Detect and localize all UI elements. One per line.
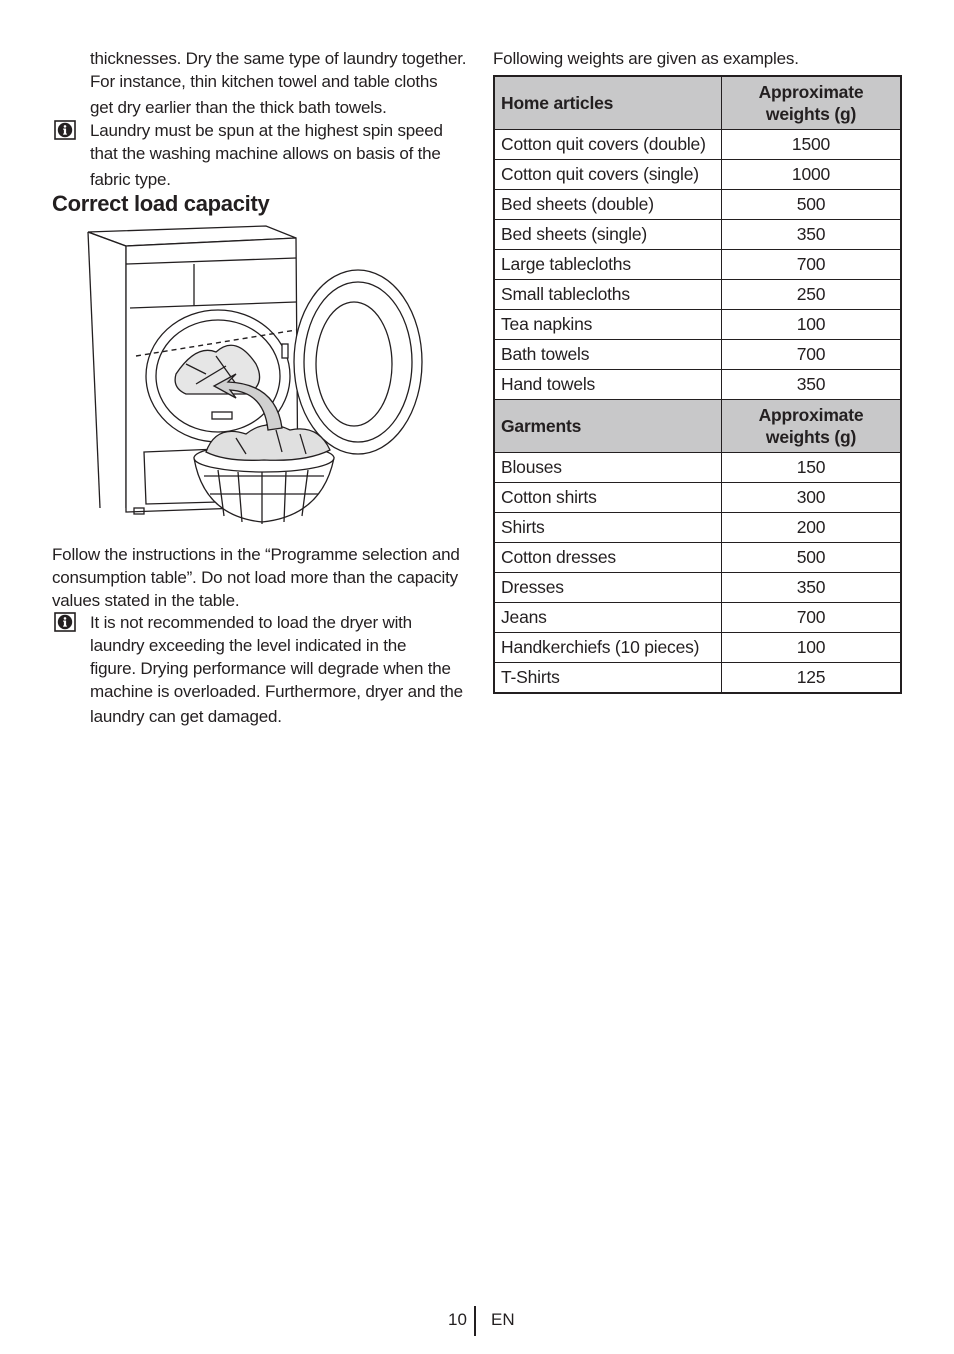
table-row [494,603,901,633]
weight-cell: 700 [722,250,902,280]
table-row [494,280,901,310]
table-row [494,633,901,663]
item-cell: Cotton quit covers (single) [494,160,722,190]
table-row [494,663,901,694]
table-row [494,310,901,340]
weight-cell: 350 [722,370,902,400]
table-row [494,340,901,370]
language-code: EN [491,1310,515,1329]
item-cell: Hand towels [494,370,722,400]
weight-cell: 250 [722,280,902,310]
header-home-articles: Home articles [494,76,722,130]
table-intro: Following weights are given as examples. [493,49,799,68]
item-cell: Cotton shirts [494,483,722,513]
table-row [494,573,901,603]
weight-cell: 700 [722,340,902,370]
dryer-loading-illustration [86,224,430,530]
header-weights [722,400,902,453]
info-icon [54,612,76,632]
footer-divider [474,1306,476,1336]
header-weights [722,76,902,130]
note-line: that the washing machine allows on basis of the [90,144,441,163]
note-line: Laundry must be spun at the highest spin speed [90,121,443,140]
item-cell: Shirts [494,513,722,543]
note-line: laundry can get damaged. [90,707,282,726]
table-row [494,483,901,513]
weight-cell: 500 [722,543,902,573]
weight-cell: 700 [722,603,902,633]
note-line: machine is overloaded. Furthermore, dryer and the [90,682,463,701]
header-weights-line: Approximate [758,82,864,102]
item-cell: Blouses [494,453,722,483]
page-number: 10 [448,1310,467,1329]
weight-cell: 200 [722,513,902,543]
table-row [494,453,901,483]
note-line: fabric type. [90,170,171,189]
home-articles-body [494,130,901,400]
weight-cell: 500 [722,190,902,220]
table-row [494,370,901,400]
table-row [494,220,901,250]
item-cell: Jeans [494,603,722,633]
garments-body [494,453,901,694]
header-garments: Garments [494,400,722,453]
item-cell: Cotton quit covers (double) [494,130,722,160]
header-weights-line: weights (g) [765,427,857,447]
weight-cell: 100 [722,633,902,663]
table-row [494,130,901,160]
para-line: get dry earlier than the thick bath towels. [90,98,387,117]
item-cell: Small tablecloths [494,280,722,310]
note-line: It is not recommended to load the dryer with [90,613,412,632]
para-line: thicknesses. Dry the same type of laundry together. [90,49,467,68]
para-line: values stated in the table. [52,591,240,610]
weight-cell: 350 [722,573,902,603]
section-heading: Correct load capacity [52,191,270,216]
item-cell: T-Shirts [494,663,722,694]
item-cell: Dresses [494,573,722,603]
item-cell: Tea napkins [494,310,722,340]
item-cell: Cotton dresses [494,543,722,573]
weight-cell: 1000 [722,160,902,190]
item-cell: Handkerchiefs (10 pieces) [494,633,722,663]
table-row [494,160,901,190]
weights-table [493,75,902,694]
table-row [494,250,901,280]
info-icon [54,120,76,140]
weight-cell: 150 [722,453,902,483]
weight-cell: 350 [722,220,902,250]
para-line: For instance, thin kitchen towel and table cloths [90,72,438,91]
weight-cell: 300 [722,483,902,513]
note-line: figure. Drying performance will degrade when the [90,659,451,678]
table-header-row [494,76,901,130]
note-line: laundry exceeding the level indicated in the [90,636,407,655]
weight-cell: 1500 [722,130,902,160]
table-row [494,513,901,543]
para-line: consumption table”. Do not load more than the capacity [52,568,458,587]
table-row [494,543,901,573]
table-header-row [494,400,901,453]
item-cell: Large tablecloths [494,250,722,280]
table-row [494,190,901,220]
item-cell: Bed sheets (single) [494,220,722,250]
item-cell: Bath towels [494,340,722,370]
weight-cell: 125 [722,663,902,694]
header-weights-line: weights (g) [765,104,857,124]
item-cell: Bed sheets (double) [494,190,722,220]
para-line: Follow the instructions in the “Programme selection and [52,545,460,564]
header-weights-line: Approximate [758,405,864,425]
weight-cell: 100 [722,310,902,340]
